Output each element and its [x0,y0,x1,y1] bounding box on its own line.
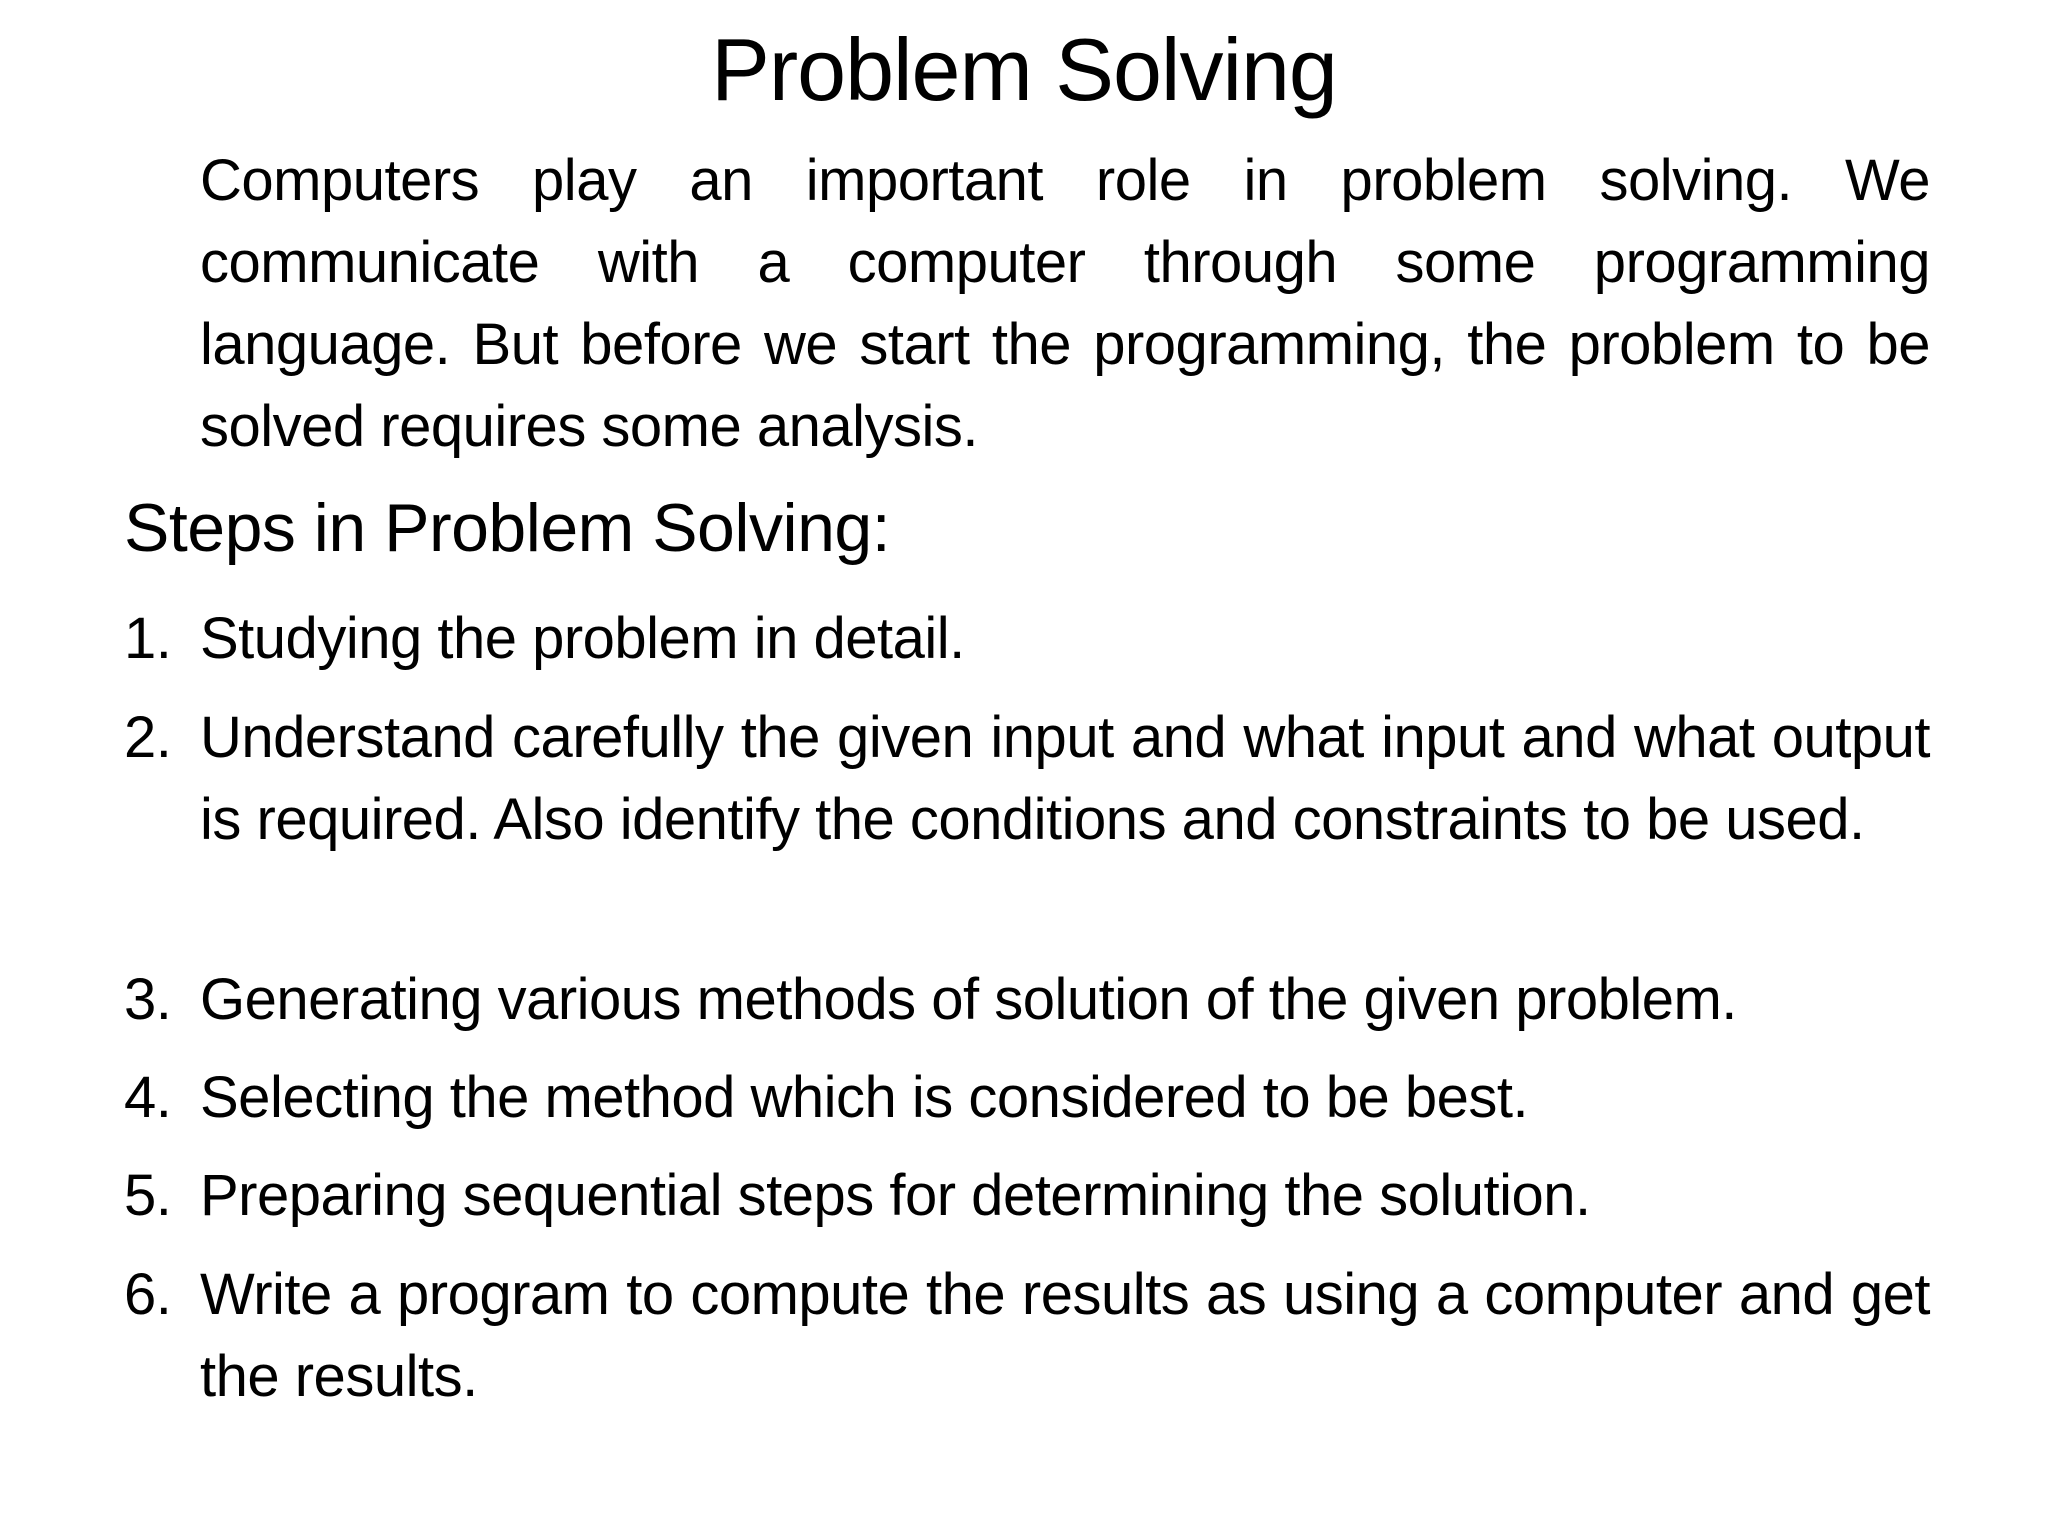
steps-heading: Steps in Problem Solving: [124,490,891,566]
step-text: Preparing sequential steps for determining the solution. [200,1163,1591,1228]
step-text: Generating various methods of solution of the given problem. [200,967,1737,1032]
step-text: Studying the problem in detail. [200,606,965,671]
slide-title: Problem Solving [711,20,1337,119]
step-item-2 [124,697,1930,861]
step-text: Write a program to compute the results as using a computer and get the results. [200,1262,1930,1409]
step-number: 6. [124,1262,172,1327]
step-text: Selecting the method which is considered to be best. [200,1065,1529,1130]
step-item-1 [124,598,1930,680]
step-number: 2. [124,705,172,770]
step-number: 3. [124,967,172,1032]
step-number: 1. [124,606,172,671]
intro-paragraph: Computers play an important role in problem solving. We communicate with a computer through some programming language. But before we start the programming, the problem to be solved requires some analysis. [200,148,1930,459]
step-item-6 [124,1254,1930,1418]
step-item-4 [124,1057,1930,1139]
step-item-5 [124,1155,1930,1237]
step-number: 4. [124,1065,172,1130]
step-item-3 [124,959,1930,1041]
step-text: Understand carefully the given input and what input and what output is required. Also identify the conditions and constraints to be used. [200,705,1930,852]
step-number: 5. [124,1163,172,1228]
